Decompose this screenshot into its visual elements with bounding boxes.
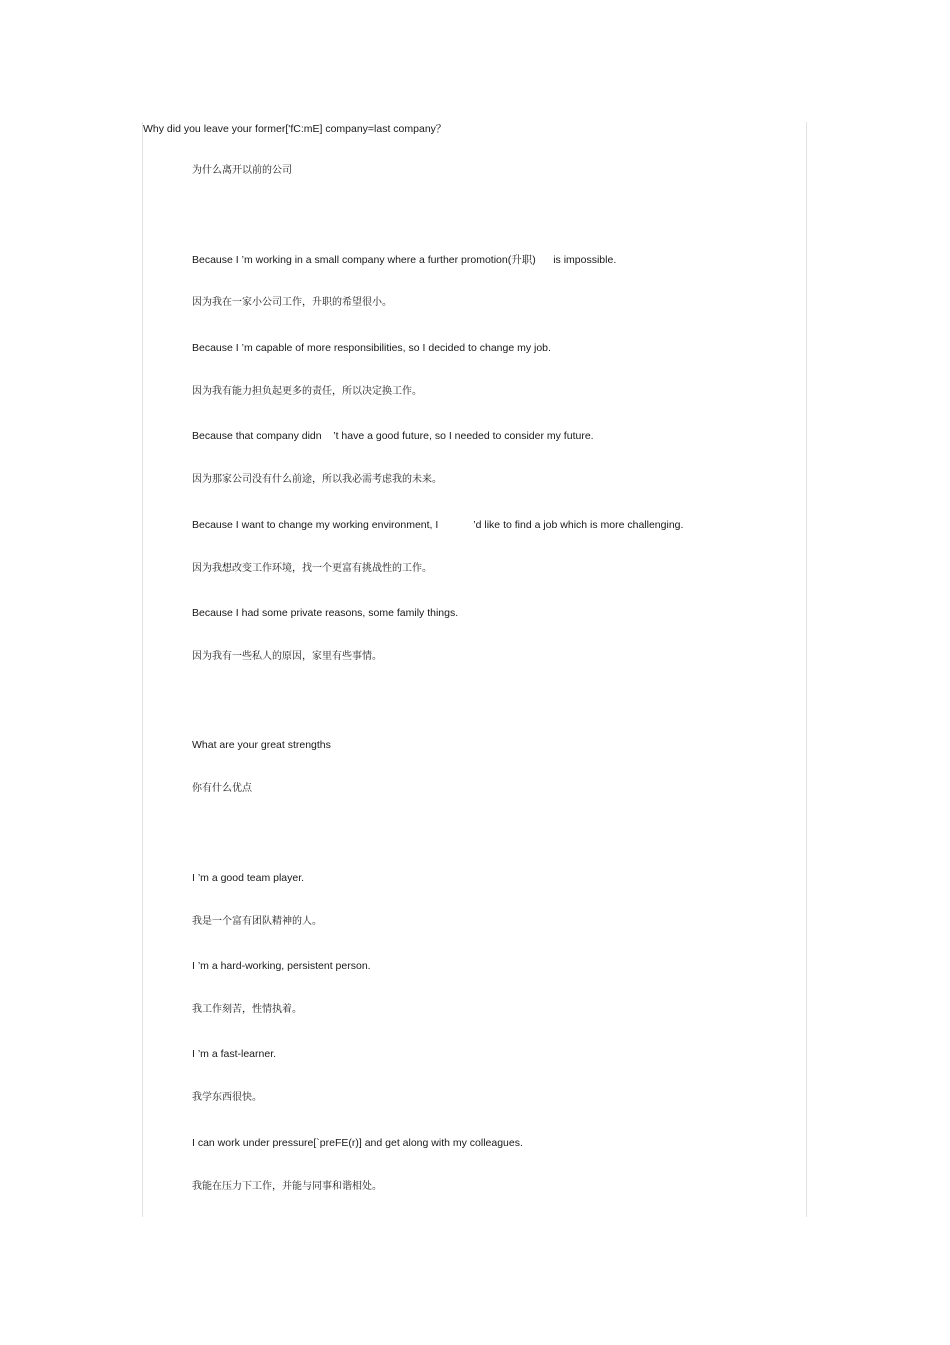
answer-line: I ’m a hard-working, persistent person.	[192, 960, 371, 972]
answer-translation: 我工作刻苦，性情执着。	[192, 1004, 302, 1015]
question-translation: 你有什么优点	[192, 783, 252, 794]
question-translation: 为什么离开以前的公司	[192, 165, 292, 176]
answer-line: Because I want to change my working environment, I ’d like to find a job which is more challenging.	[192, 519, 684, 531]
answer-translation: 因为那家公司没有什么前途，所以我必需考虑我的未来。	[192, 474, 442, 485]
answer-translation: 因为我有能力担负起更多的责任，所以决定换工作。	[192, 386, 422, 397]
answer-line: Because that company didn ’t have a good future, so I needed to consider my future.	[192, 430, 594, 442]
answer-line: Because I had some private reasons, some family things.	[192, 607, 459, 619]
question-heading: What are your great strengths	[192, 739, 331, 751]
answer-translation: 因为我想改变工作环境，找一个更富有挑战性的工作。	[192, 563, 432, 574]
left-margin-rule	[142, 122, 143, 1217]
right-margin-rule	[806, 122, 807, 1217]
answer-line: Because I ’m capable of more responsibilities, so I decided to change my job.	[192, 342, 551, 354]
answer-line: Because I ’m working in a small company where a further promotion(升职) is impossible.	[192, 254, 617, 266]
answer-translation: 我学东西很快。	[192, 1092, 262, 1103]
answer-translation: 我能在压力下工作，并能与同事和谐相处。	[192, 1181, 382, 1192]
answer-translation: 因为我有一些私人的原因，家里有些事情。	[192, 651, 382, 662]
answer-translation: 我是一个富有团队精神的人。	[192, 916, 322, 927]
question-heading: Why did you leave your former['fC:mE] company=last company？	[143, 123, 447, 135]
answer-line: I ’m a fast-learner.	[192, 1048, 277, 1060]
answer-line: I ’m a good team player.	[192, 872, 305, 884]
answer-line: I can work under pressure[`preFE(r)] and get along with my colleagues.	[192, 1137, 523, 1149]
answer-translation: 因为我在一家小公司工作，升职的希望很小。	[192, 297, 392, 308]
